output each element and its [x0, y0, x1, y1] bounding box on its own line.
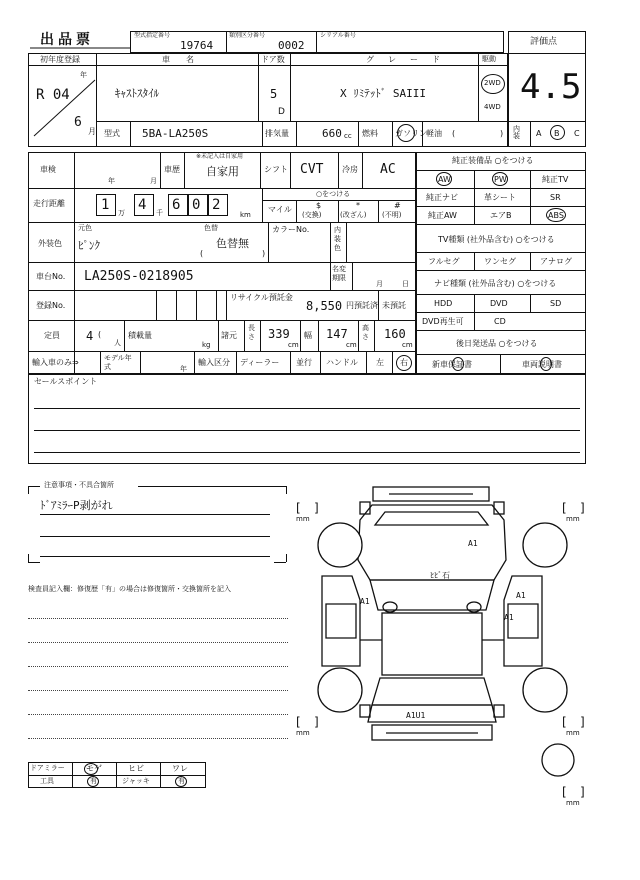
- tire-bracket-rl-close: ]: [314, 715, 319, 729]
- notes-line-1: ﾄﾞｱﾐﾗｰP剥がれ: [40, 499, 113, 512]
- mark-note: ○をつける: [316, 190, 351, 198]
- mileage-digit-1: 1: [101, 197, 110, 213]
- fuel-label: 燃料: [362, 129, 378, 138]
- car-name-value: ｷｬｽﾄｽﾀｲﾙ: [115, 87, 159, 100]
- sales-point-box: [28, 374, 586, 464]
- cooler-label: 冷房: [342, 165, 358, 174]
- grade-label: グレード: [366, 55, 454, 64]
- drive-2wd: 2WD: [484, 79, 501, 87]
- interior-b: B: [554, 129, 560, 138]
- tool-yu: 有: [90, 777, 97, 785]
- damage-a1-hood: A1: [468, 539, 478, 548]
- damage-hibi-ishi: ﾋﾋﾞ石: [430, 571, 450, 580]
- unknown: (不明): [382, 211, 402, 219]
- displacement-label: 排気量: [265, 129, 289, 138]
- later-title: 後日発送品 ○をつける: [456, 339, 538, 348]
- load-label: 積載量: [128, 331, 152, 340]
- tire-rl-mm: mm: [296, 729, 310, 737]
- tire-spare-mm: mm: [566, 799, 580, 807]
- handle-label: ハンドル: [326, 358, 358, 367]
- mileage-digit-3: 6: [172, 197, 181, 213]
- color-label: 外装色: [38, 239, 62, 248]
- tire-rr-mm: mm: [566, 729, 580, 737]
- era-label: 年: [80, 71, 87, 79]
- cc-label: cc: [344, 132, 352, 140]
- load-kg: kg: [202, 341, 211, 349]
- tool-label: 工具: [40, 777, 54, 785]
- height-value: 160: [384, 327, 406, 341]
- fuel-circle: [397, 124, 415, 142]
- notes-label: 注意事項・不具合箇所: [44, 481, 114, 489]
- tire-bracket-rr-close: ]: [580, 715, 585, 729]
- wheels: [318, 523, 574, 776]
- tire-bracket-fl-open: [: [296, 501, 301, 515]
- width-value: 147: [326, 327, 348, 341]
- color-change-value: 色替無: [216, 237, 249, 250]
- cooler-value: AC: [380, 162, 396, 177]
- capacity-unit: 人: [114, 339, 121, 347]
- recycle-label: リサイクル預託金: [230, 293, 293, 302]
- equip-leather: 革シート: [484, 193, 516, 202]
- drive-4wd: 4WD: [484, 103, 501, 111]
- serial-label: シリアル番号: [320, 32, 356, 39]
- color-value: ﾋﾟﾝｸ: [78, 239, 100, 252]
- displacement-value: 660: [322, 127, 342, 140]
- equip-aw2: 純正AW: [428, 211, 457, 220]
- inspection-month: 月: [150, 177, 157, 185]
- damage-a1u1-rear: A1U1: [406, 711, 426, 720]
- tire-bracket-fl-close: ]: [314, 501, 319, 515]
- navi-dvd: DVD: [490, 299, 508, 308]
- damage-a1-left: A1: [360, 597, 370, 606]
- name-change-label: 名変期限: [332, 265, 346, 282]
- tire-bracket-fr-close: ]: [580, 501, 585, 515]
- tire-bracket-rr-open: [: [562, 715, 567, 729]
- color-change-label: 色替: [204, 224, 218, 232]
- class-no-label: 類別区分番号: [229, 32, 266, 39]
- mirror-mote: モゲ: [86, 764, 102, 773]
- model-no-value: 19764: [180, 39, 214, 52]
- later-manual: 車両説明書: [522, 360, 562, 369]
- sym-hash: #: [394, 201, 401, 210]
- jack-yu: 有: [178, 777, 185, 785]
- length-label: 長さ: [248, 324, 255, 341]
- mileage-digit-4: 0: [192, 197, 201, 213]
- recycle-value: 8,550: [306, 299, 343, 313]
- oil-label: 軽油: [426, 129, 442, 138]
- recycle-unit: 円預託済: [346, 301, 378, 310]
- tire-bracket-rl-open: [: [296, 715, 301, 729]
- import-label: 輸入車のみ⇒: [32, 358, 79, 367]
- name-change-month: 月: [376, 280, 383, 288]
- equip-airbag: エアB: [490, 211, 512, 220]
- exchange: (交換): [302, 211, 322, 219]
- history-label: 車歴: [164, 165, 180, 174]
- width-cm: cm: [346, 341, 357, 349]
- form-title: 出品票: [40, 32, 94, 48]
- navi-dvd-play: DVD再生可: [422, 317, 464, 326]
- type-label: 型式: [104, 129, 120, 138]
- parallel-label: 並行: [296, 358, 312, 367]
- mileage-man: 万: [118, 209, 125, 217]
- equip-title: 純正装備品 ○をつける: [452, 156, 534, 165]
- fuel-value: ガソリン: [395, 129, 427, 138]
- score-value: 4.5: [520, 67, 582, 107]
- length-cm: cm: [288, 341, 299, 349]
- drive-label: 駆動: [482, 55, 496, 63]
- damage-a1-right: A1: [516, 591, 526, 600]
- chassis-label: 車台No.: [36, 272, 66, 281]
- shift-label: シフト: [264, 165, 288, 174]
- equip-aw: AW: [438, 175, 451, 184]
- inspection-year: 年: [108, 177, 115, 185]
- type-value: 5BA-LA250S: [142, 127, 209, 140]
- handle-left: 左: [376, 358, 384, 367]
- tv-type-title: TV種類 (社外品含む) ○をつける: [438, 235, 555, 244]
- jack-label: ジャッキ: [122, 777, 150, 785]
- navi-cd: CD: [494, 317, 506, 326]
- inspection-label: 車検: [40, 165, 56, 174]
- length-value: 339: [268, 327, 290, 341]
- capacity-value: 4: [86, 329, 94, 343]
- dims-label: 諸元: [221, 331, 237, 340]
- color-number-label: カラーNo.: [272, 225, 310, 234]
- height-label: 高さ: [362, 324, 369, 341]
- damage-a1-right-2: A1: [504, 613, 514, 622]
- mileage-km: km: [240, 211, 251, 219]
- navi-sd: SD: [550, 299, 562, 308]
- tv-analog: アナログ: [540, 257, 572, 266]
- mileage-digit-2: 4: [138, 197, 147, 213]
- tire-fl-mm: mm: [296, 515, 310, 523]
- recycle-status: 未預託: [382, 301, 406, 310]
- tire-bracket-spare-open: [: [562, 785, 567, 799]
- equip-abs: ABS: [548, 211, 564, 220]
- model-year-label: モデル年式: [104, 354, 132, 371]
- tv-fullseg: フルセグ: [428, 257, 460, 266]
- era-value: R 04: [36, 87, 70, 103]
- month-value: 6: [74, 115, 82, 130]
- reg-no-label: 登録No.: [36, 301, 66, 310]
- height-cm: cm: [402, 341, 413, 349]
- tire-bracket-fr-open: [: [562, 501, 567, 515]
- grade-value: X ﾘﾐﾃｯﾄﾞ SAIII: [340, 87, 426, 100]
- month-label: 月: [88, 127, 96, 136]
- dealer-label: ディーラー: [240, 358, 280, 367]
- doors-value: 5: [270, 87, 278, 101]
- interior-a: A: [536, 129, 542, 138]
- interior-b-circle: [550, 125, 565, 140]
- equip-pw: PW: [494, 175, 507, 184]
- doors-label: ドア数: [261, 55, 285, 64]
- sales-point-label: セールスポイント: [34, 377, 98, 386]
- handle-right-circle: [396, 355, 412, 371]
- mirror-ware: ワレ: [172, 764, 188, 773]
- interior-c: C: [574, 129, 580, 138]
- sym-star: *: [356, 201, 360, 210]
- tampered: (改ざん): [340, 211, 367, 219]
- mirror-label: ドアミラー: [30, 764, 65, 772]
- history-value: 自家用: [206, 165, 239, 178]
- equip-sr: SR: [550, 193, 561, 202]
- interior-label: 内装: [513, 125, 520, 140]
- first-reg-label: 初年度登録: [40, 55, 80, 64]
- chassis-value: LA250S-0218905: [84, 269, 194, 284]
- navi-hdd: HDD: [434, 299, 453, 308]
- mileage-digit-5: 2: [212, 197, 221, 213]
- history-note: ※未記入は自家用: [196, 153, 244, 160]
- navi-type-title: ナビ種類 (社外品含む) ○をつける: [434, 279, 557, 288]
- model-year-unit: 年: [180, 365, 187, 373]
- model-no-label: 型式指定番号: [134, 32, 171, 39]
- later-warranty: 新車保証書: [432, 360, 472, 369]
- orig-color-label: 元色: [78, 224, 92, 232]
- sym-dollar: $: [316, 201, 322, 210]
- tv-oneseg: ワンセグ: [484, 257, 516, 266]
- inspector-label: 検査員記入欄：修復歴「有」の場合は修復箇所・交換箇所を記入: [28, 585, 231, 593]
- tire-fr-mm: mm: [566, 515, 580, 523]
- mileage-sen: 千: [156, 209, 163, 217]
- mileage-label: 走行距離: [33, 199, 65, 208]
- equip-tv: 純正TV: [542, 175, 569, 184]
- car-name-label: 車名: [162, 55, 210, 64]
- equip-navi: 純正ナビ: [426, 193, 458, 202]
- mirror-hibi: ヒビ: [128, 764, 144, 773]
- tire-bracket-spare-close: ]: [580, 785, 585, 799]
- class-no-value: 0002: [278, 39, 305, 52]
- handle-right: 右: [400, 358, 408, 367]
- width-label: 幅: [304, 331, 312, 340]
- door-type: D: [278, 107, 285, 117]
- capacity-label: 定員: [44, 331, 60, 340]
- shift-value: CVT: [300, 162, 324, 177]
- mile-label: マイル: [268, 205, 292, 214]
- import-type-label: 輸入区分: [198, 358, 230, 367]
- interior-color-label: 内装色: [334, 226, 341, 252]
- score-label: 評価点: [530, 37, 558, 47]
